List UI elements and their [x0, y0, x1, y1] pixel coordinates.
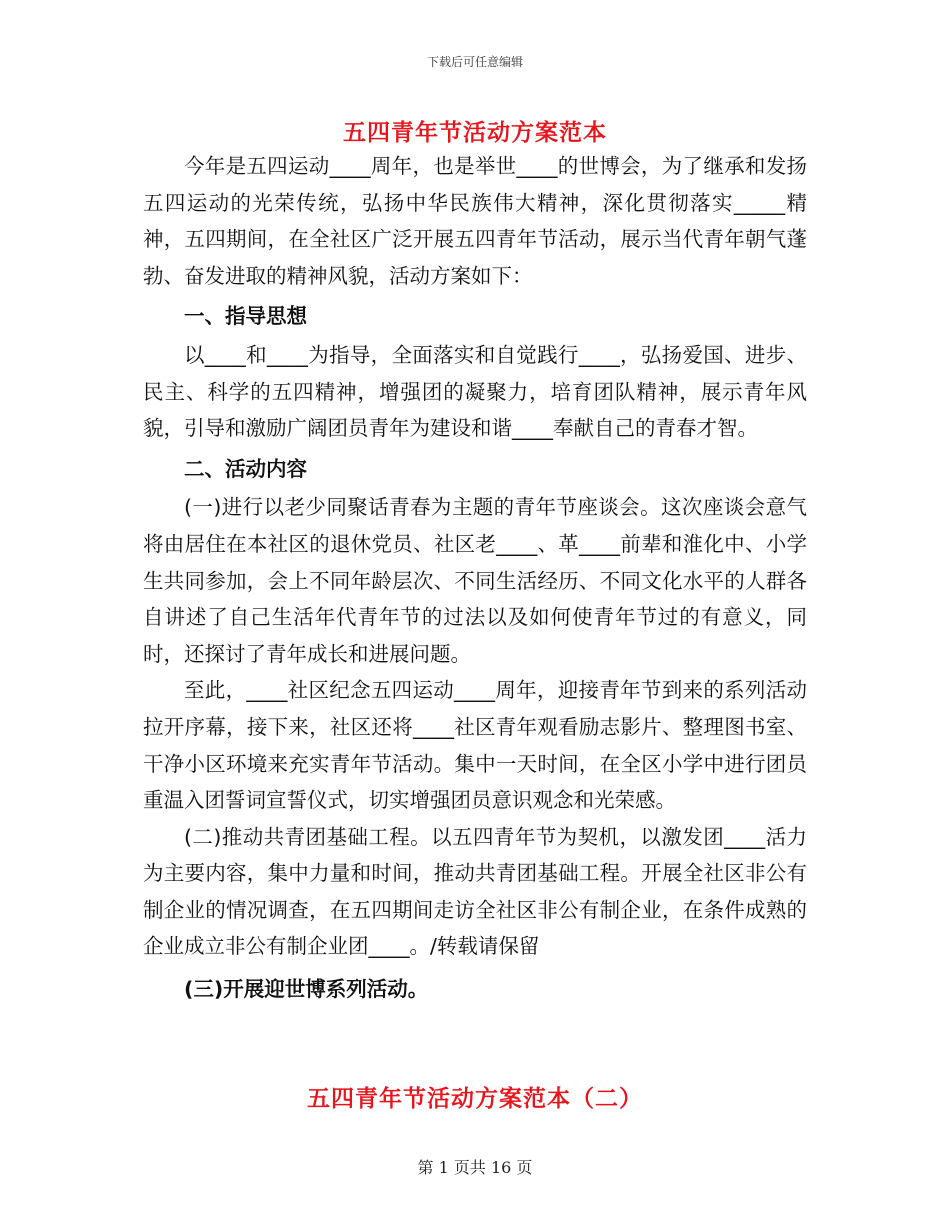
activity-subheading-expo: (三)开展迎世博系列活动。	[184, 977, 429, 1002]
document-body	[143, 148, 807, 1008]
page-number: 第 1 页共 16 页	[417, 1158, 533, 1177]
guiding-thought-paragraph: 以____和____为指导，全面落实和自觉践行____，弘扬爱国、进步、民主、科学的五四精神，增强团的凝聚力，培育团队精神，展示青年风貌，引导和激励广阔团员青年为建设和谐____奉献自己的青春才智。	[143, 342, 807, 441]
activity-paragraph-2: 至此，____社区纪念五四运动____周年，迎接青年节到来的系列活动拉开序幕，接下来，社区还将____社区青年观看励志影片、整理图书室、干净小区环境来充实青年节活动。集中一天时间，在全区小学中进行团员重温入团誓词宣誓仪式，切实增强团员意识观念和光荣感。	[143, 678, 807, 813]
section-heading-guiding-thought: 一、指导思想	[184, 304, 307, 329]
activity-paragraph-1: (一)进行以老少同聚话青春为主题的青年节座谈会。这次座谈会意气将由居住在本社区的退休党员、社区老____、革____前辈和淮化中、小学生共同参加，会上不同年龄层次、不同生活经历、不同文化水平的人群各自讲述了自己生活年代青年节的过法以及如何使青年节过的有意义，同时，还探讨了青年成长和进展问题。	[143, 495, 807, 666]
document-title: 五四青年节活动方案范本	[343, 120, 607, 146]
intro-paragraph: 今年是五四运动____周年，也是举世____的世博会，为了继承和发扬五四运动的光荣传统，弘扬中华民族伟大精神，深化贯彻落实_____精神，五四期间，在全社区广泛开展五四青年节活动，展示当代青年朝气蓬勃、奋发进取的精神风貌，活动方案如下：	[143, 154, 807, 288]
section-heading-activity-content: 二、活动内容	[184, 456, 307, 481]
next-document-title: 五四青年节活动方案范本（二）	[307, 1086, 643, 1112]
activity-paragraph-3: (二)推动共青团基础工程。以五四青年节为契机，以激发团____活力为主要内容，集中力量和时间，推动共青团基础工程。开展全社区非公有制企业的情况调查，在五四期间走访全社区非公有制企业，在条件成熟的企业成立非公有制企业团____。/转载请保留	[143, 824, 807, 959]
header-note: 下载后可任意编辑	[426, 55, 523, 69]
